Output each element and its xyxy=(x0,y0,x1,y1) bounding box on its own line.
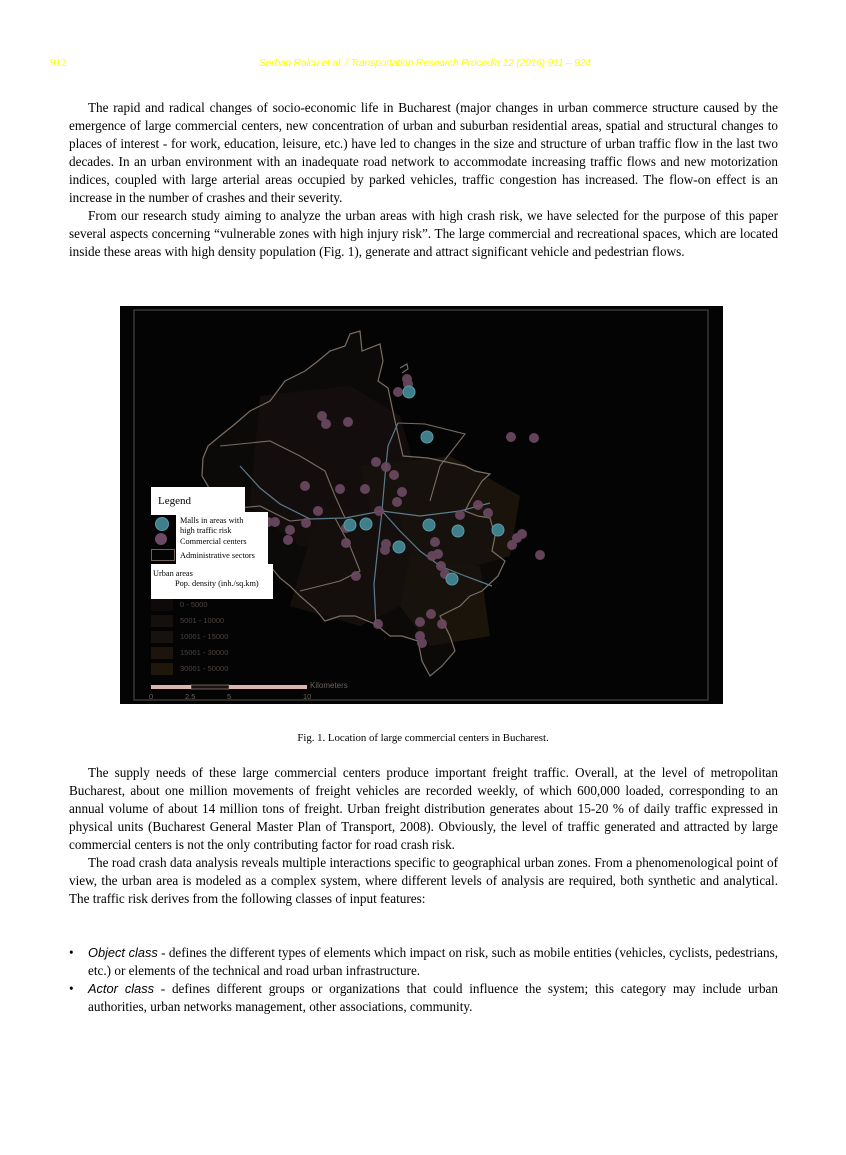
figure-map xyxy=(120,306,723,704)
legend-commercial: Commercial centers xyxy=(180,536,247,546)
paragraph: From our research study aiming to analyze the urban areas with high crash risk, we have selected for the purpose of this paper several aspects concerning “vulnerable zones with high injury risk”. The large commercial and recreational spaces, which are located inside these areas with high density population (Fig. 1), generate and attract significant vehicle and pedestrian flows. xyxy=(69,208,778,259)
paragraph: The rapid and radical changes of socio-economic life in Bucharest (major changes in urban commerce structure caused by the emergence of large commercial centers, new concentration of urban and suburban residential areas, spatial and structural changes to places of interest - for work, education, leisure, etc.) have led to changes in the size and structure of urban traffic flow in the last two decades. In an urban environment with an inadequate road network to accommodate increasing traffic flows and new motorization indices, coupled with large arterial areas occupied by parked vehicles, traffic congestion has increased. The flow-on effect is an increase in the number of crashes and their severity. xyxy=(69,100,778,205)
legend-urban-label: Urban areas xyxy=(153,569,193,578)
density-swatch xyxy=(151,647,173,659)
legend-urban xyxy=(151,564,273,599)
density-label: 10001 - 15000 xyxy=(180,632,229,641)
legend-title: Legend xyxy=(151,487,245,515)
running-header xyxy=(0,57,846,73)
scale-tick: 5 xyxy=(227,692,232,701)
density-label: 5001 - 10000 xyxy=(180,616,225,625)
paragraph: The supply needs of these large commercial centers produce important freight traffic. Overall, at the level of metropolitan Bucharest, about one million movements of freight vehicles are recorded weekly, of which 600,000 loaded, corresponding to an annual volume of about 14 million tons of freight. Urban freight distribution generates about 15-20 % of daily traffic expressed in physical units (Bucharest General Master Plan of Transport, 2008). Obviously, the level of traffic generated and attracted by large commercial centers is not the only contributing factor for road crash risk. xyxy=(69,765,778,852)
legend-sectors: Administrative sectors xyxy=(180,551,255,561)
scale-tick: 2.5 xyxy=(185,692,196,701)
density-swatch xyxy=(151,663,173,675)
density-label: 15001 - 30000 xyxy=(180,648,229,657)
scale-tick: 10 xyxy=(303,692,312,701)
paragraph: The road crash data analysis reveals multiple interactions specific to geographical urban zones. From a phenomenological point of view, the urban area is modeled as a complex system, where different levels of analysis are required, both synthetic and analytical. The traffic risk derives from the following classes of input features: xyxy=(69,855,778,906)
density-label: 0 - 5000 xyxy=(180,600,208,609)
bullet-icon: • xyxy=(69,945,74,960)
term: Actor class xyxy=(88,981,155,996)
definition: - defines the different types of elements which impact on risk, such as mobile entities (vehicles, cyclists, pedestrians, etc.) or elements of the technical and road urban infrastructure. xyxy=(88,945,778,978)
density-label: 30001 - 50000 xyxy=(180,664,229,673)
density-swatch xyxy=(151,615,173,627)
bullet-icon: • xyxy=(69,981,74,996)
legend-malls-line1: Malls in areas with xyxy=(180,516,244,525)
density-swatch xyxy=(151,631,173,643)
legend-labels xyxy=(176,512,268,564)
legend-malls-line2: high traffic risk xyxy=(180,526,232,536)
figure-caption: Fig. 1. Location of large commercial centers in Bucharest. xyxy=(297,732,549,744)
body-text-lower xyxy=(69,764,778,908)
mall-marker-icon xyxy=(155,517,169,531)
list-item xyxy=(69,980,778,1016)
sector-outline-icon xyxy=(151,549,175,561)
intro-text xyxy=(69,99,778,261)
commercial-marker-icon xyxy=(155,533,167,545)
page-number: 912 xyxy=(50,57,67,69)
term: Object class xyxy=(88,945,158,960)
scale-unit: Kilometers xyxy=(310,681,348,690)
density-swatch xyxy=(151,599,173,611)
journal-citation: Serban Raicu et al. / Transportation Research Procedia 12 (2016) 911 – 924 xyxy=(259,57,591,69)
list-item xyxy=(69,944,778,980)
legend-density-label: Pop. density (inh./sq.km) xyxy=(175,579,259,589)
definition: - defines different groups or organizations that could influence the system; this category may include urban authorities, urban networks management, other associations, community. xyxy=(88,981,778,1014)
feature-class-list xyxy=(69,944,778,1016)
scale-tick: 0 xyxy=(149,692,154,701)
